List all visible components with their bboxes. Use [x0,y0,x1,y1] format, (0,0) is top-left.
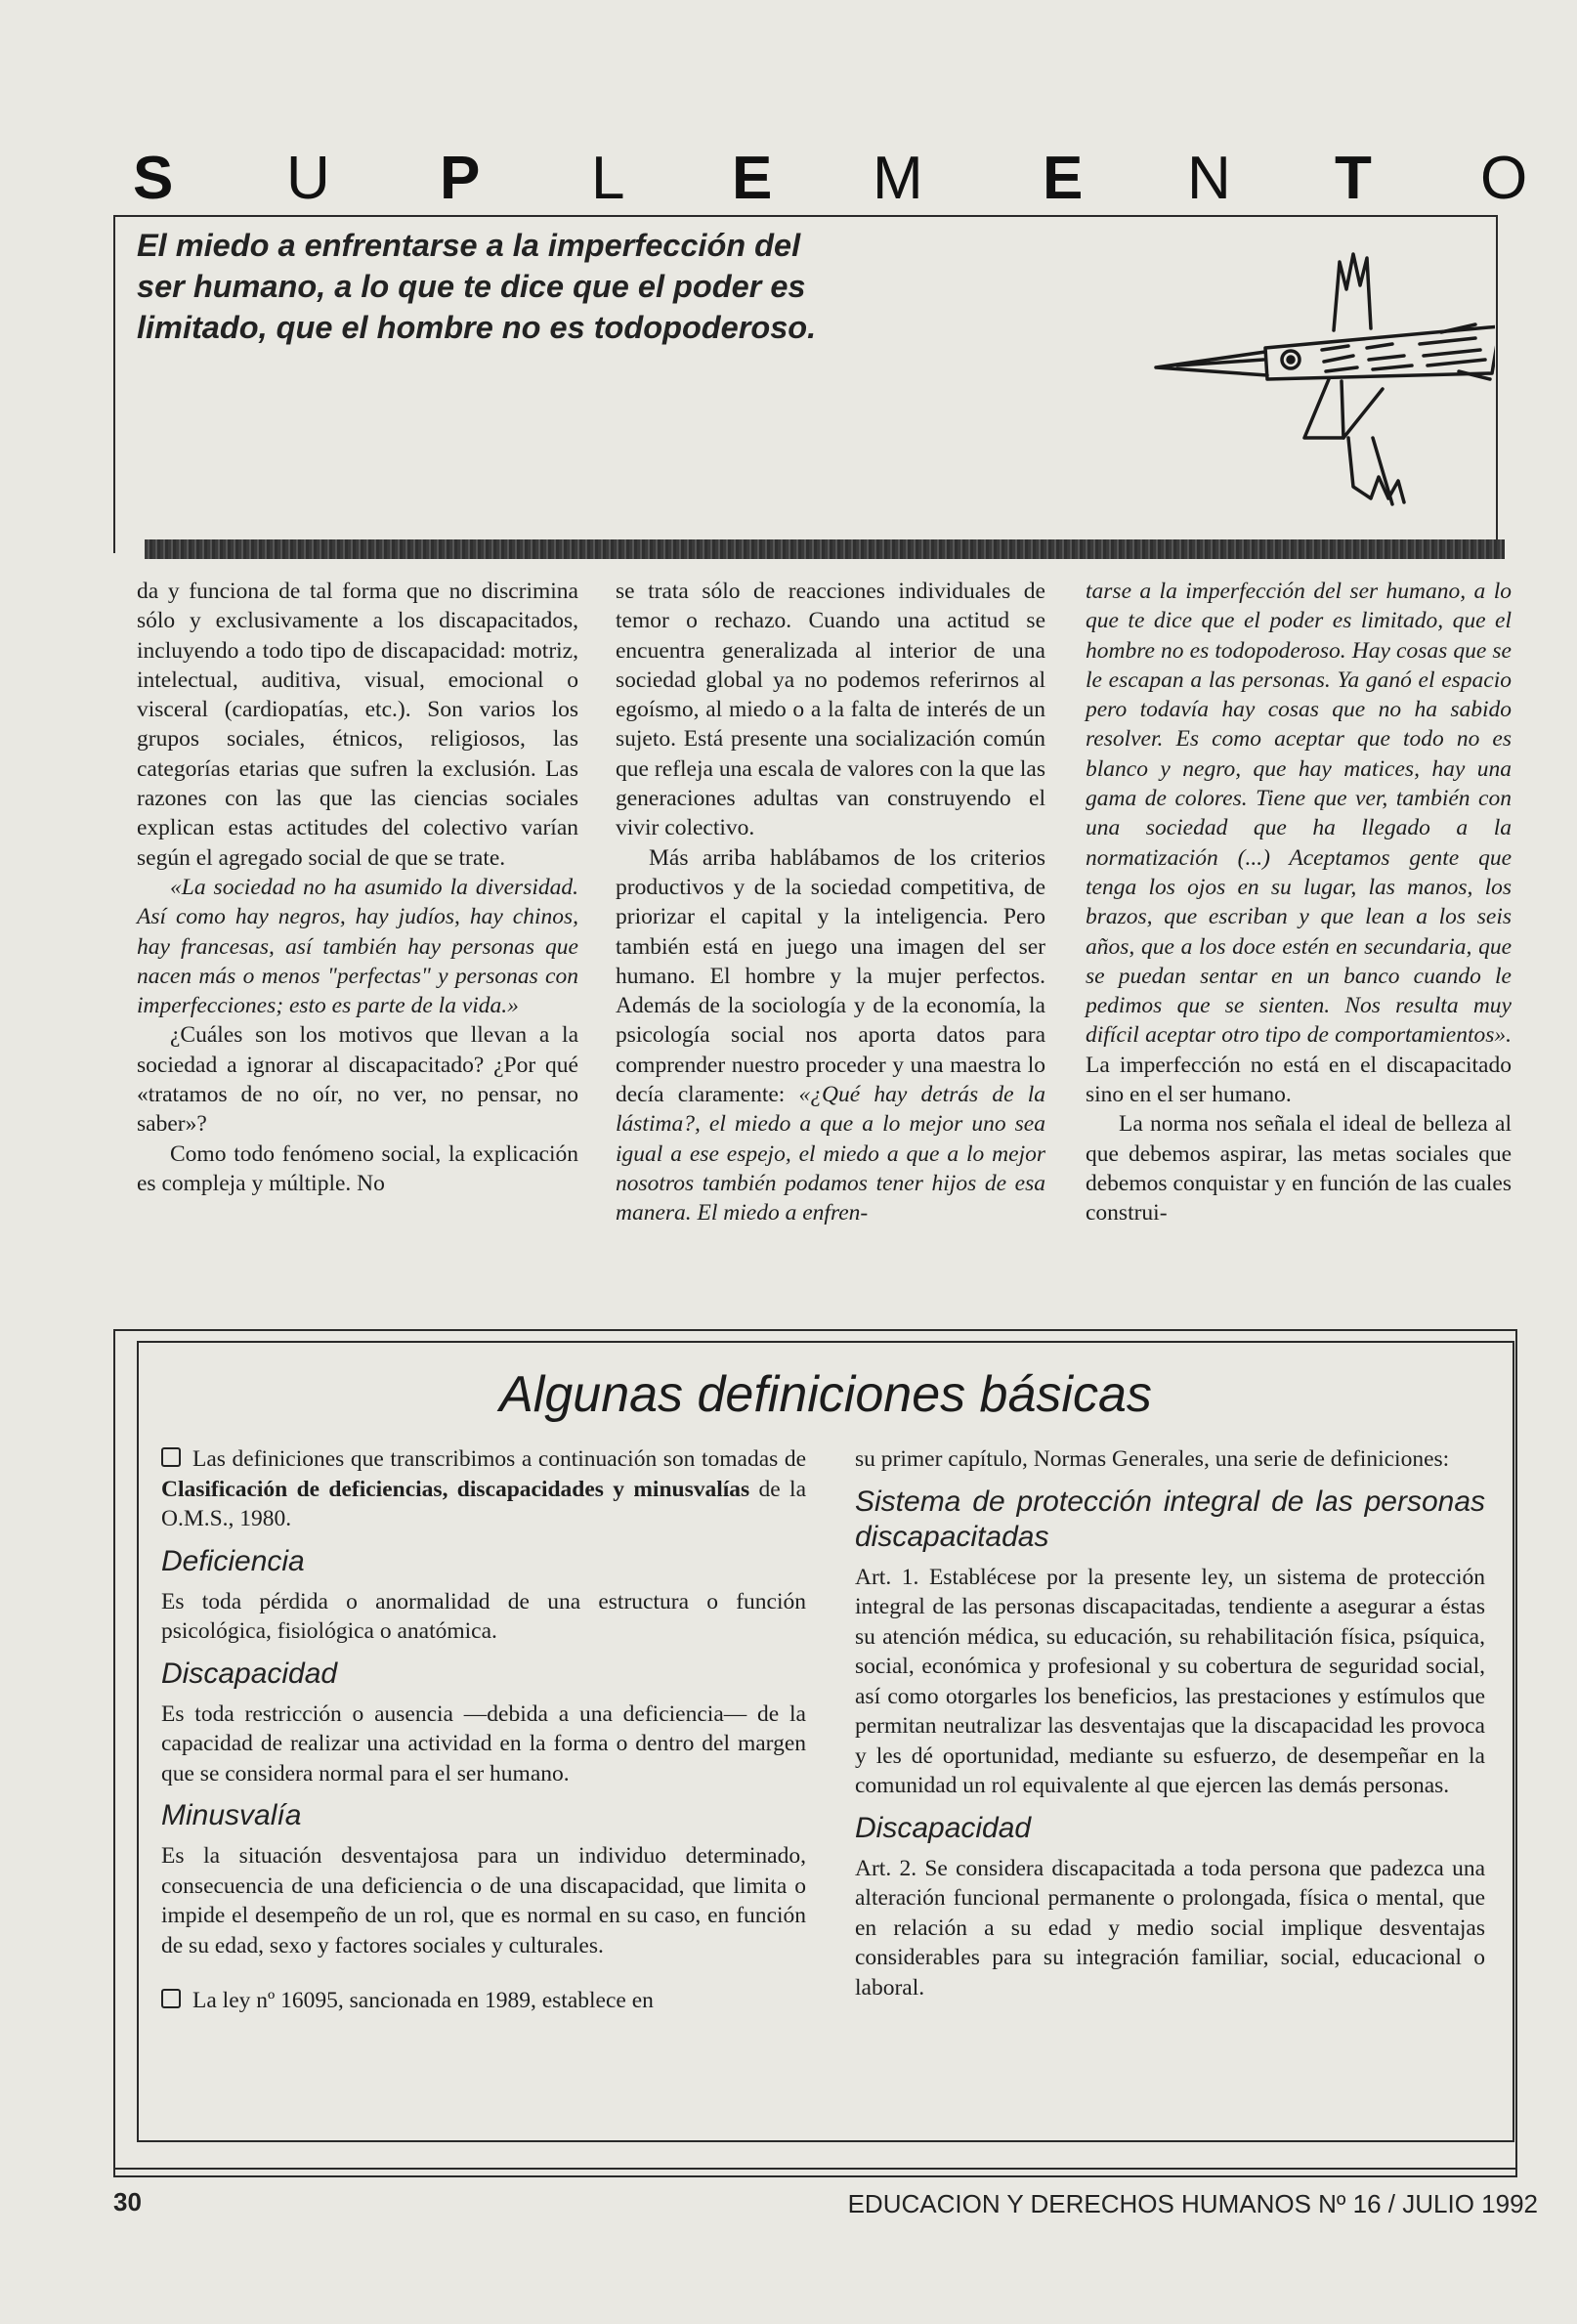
ley-intro [161,1986,806,2016]
quote-text: tarse a la imperfección del ser humano, a lo que te dice que el poder es limitado, que el hombre no es todopoderoso. Hay cosas que se le escapan a las personas. Ya ganó el espacio pero todavía hay cosas que no ha sabido resolver. Es como aceptar que todo no es blanco y negro, que hay matices, hay una gama de colores. Tiene que ver, también con una sociedad que ha llegado a la normatización (...) Aceptamos gente que tenga los ojos en su lugar, las manos, los brazos, que escriban y que lean a los seis años, que a los doce estén en secundaria, que se puedan sentar en un banco cuando le pedimos que se sienten. Nos resulta muy difícil aceptar otro tipo de comportamientos». [1086,579,1512,1049]
masthead-letter: S [133,145,174,212]
masthead-letter: L [591,145,625,212]
definition-discapacidad: Es toda restricción o ausencia —debida a una deficiencia— de la capacidad de realizar una actividad en la forma o dentro del margen que se considera normal para el ser humano. [161,1700,806,1786]
paragraph-text: Más arriba hablábamos de los criterios productivos y de la sociedad competitiva, de priorizar el capital y la inteligencia. Pero también está en juego una imagen del ser humano. El hombre y la mujer perfectos. Además de la sociología y de la economía, la psicología social nos aporta datos para comprender nuestro proceder y una maestra lo decía claramente: [616,844,1045,1108]
masthead-letter: U [286,145,330,212]
publication-footer: EDUCACION Y DERECHOS HUMANOS Nº 16 / JULIO 1992 [847,2189,1538,2218]
article-column-2 [616,577,1045,1228]
checkbox-bullet-icon [161,1447,181,1467]
page-number: 30 [113,2187,142,2216]
masthead-letter: M [873,145,923,212]
checkbox-bullet-icon [161,1989,181,2008]
heading-sistema-proteccion: Sistema de protección integral de las personas discapacitadas [855,1485,1485,1553]
definitions-right-column [855,1444,1485,2002]
paragraph [616,843,1045,1228]
header-divider-band [145,539,1505,559]
definitions-title: Algunas definiciones básicas [499,1366,1152,1423]
definition-deficiencia: Es toda pérdida o anormalidad de una estructura o función psicológica, fisiológica o anatómica. [161,1588,806,1644]
footer-rule [113,2168,1517,2170]
paragraph: ¿Cuáles son los motivos que llevan a la sociedad a ignorar al discapacitado? ¿Por qué «tratamos de no oír, no ver, no pensar, no saber»? [137,1022,578,1138]
paragraph [1086,577,1512,1109]
definitions-left-column [161,1444,806,2016]
definitions-intro [161,1444,806,1534]
heading-discapacidad: Discapacidad [161,1657,338,1690]
quote-text: «¿Qué hay detrás de la lástima?, el miedo a que a lo mejor uno sea igual a ese espejo, el miedo a que a lo mejor nosotros también podamos tener hijos de esa manera. El miedo a enfren- [616,1082,1045,1227]
article-column-1 [137,577,578,1198]
masthead-letter: E [732,145,773,212]
ley-continuation: su primer capítulo, Normas Generales, una serie de definiciones: [855,1446,1450,1472]
intro-text: Las definiciones que transcribimos a continuación son tomadas de [192,1446,806,1472]
masthead-letter: P [440,145,481,212]
masthead-letter: E [1043,145,1084,212]
masthead-letter: T [1335,145,1372,212]
paragraph: da y funciona de tal forma que no discrimina sólo y exclusivamente a los discapacitados, incluyendo a todo tipo de discapacidad: motriz, intelectual, auditiva, visual, emocional o visceral (cardiopatías, etc.). Son varios los grupos sociales, étnicos, religiosos, las categorías etarias que sufren la exclusión. Las razones con las que las ciencias sociales explican estas actitudes del colectivo varían según el agregado social de que se trate. [137,579,578,871]
ley-text: La ley nº 16095, sancionada en 1989, establece en [192,1988,654,2013]
article-1-text: Art. 1. Establécese por la presente ley, un sistema de protección integral de las personas discapacitadas, tendiente a asegurar a éstas su atención médica, su educación, su rehabilitación física, psíquica, social, económica y profesional y su cobertura de seguridad social, así como otorgarles los beneficios, las prestaciones y estímulos que permitan neutralizar las desventajas que la discapacidad les provoca y les dé oportunidad, mediante su esfuerzo, de desempeñar en la comunidad un rol equivalente al que ejercen las demás personas. [855,1564,1485,1798]
article-column-3 [1086,577,1512,1228]
paragraph: Como todo fenómeno social, la explicación es compleja y múltiple. No [137,1140,578,1196]
paragraph: se trata sólo de reacciones individuales de temor o rechazo. Cuando una actitud se encuentra generalizada al interior de una sociedad global ya no podemos referirnos al egoísmo, al miedo o a la falta de interés de un sujeto. Está presente una socialización común que refleja una escala de valores con la que las generaciones adultas van construyendo el vivir colectivo. [616,579,1045,841]
heading-deficiencia: Deficiencia [161,1544,305,1577]
definition-minusvalia: Es la situación desventajosa para un individuo determinado, consecuencia de una deficiencia o de una discapacidad, que limita o impide el desempeño de un rol, que es normal en su caso, en función de su edad, sexo y factores sociales y culturales. [161,1843,806,1958]
paragraph-text: La imperfección no está en el discapacitado sino en el ser humano. [1086,1052,1512,1108]
masthead-letter: O [1480,145,1528,212]
quote-paragraph: «La sociedad no ha asumido la diversidad. Así como hay negros, hay judíos, hay chinos, hay francesas, así también hay personas que nacen más o menos "perfectas" y personas con imperfecciones; esto es parte de la vida.» [137,874,578,1019]
pull-quote: El miedo a enfrentarse a la imperfección del ser humano, a lo que te dice que el poder es limitado, que el hombre no es todopoderoso. [137,228,817,345]
masthead-letter: N [1187,145,1231,212]
intro-text-end: de la O.M.S., 1980. [161,1476,807,1531]
intro-source-title: Clasificación de deficiencias, discapacidades y minusvalías [161,1476,750,1502]
paragraph: La norma nos señala el ideal de belleza al que debemos aspirar, las metas sociales que debemos conquistar y en función de las cuales construi- [1086,1111,1512,1227]
heading-minusvalia: Minusvalía [161,1799,302,1831]
article-2-text: Art. 2. Se considera discapacitada a toda persona que padezca una alteración funcional permanente o prolongada, física o mental, que en relación a su edad y medio social implique desventajas considerables para su integración familiar, social, educacional o laboral. [855,1855,1485,2001]
bird-illustration [1148,242,1495,526]
heading-discapacidad-ley: Discapacidad [855,1811,1032,1844]
